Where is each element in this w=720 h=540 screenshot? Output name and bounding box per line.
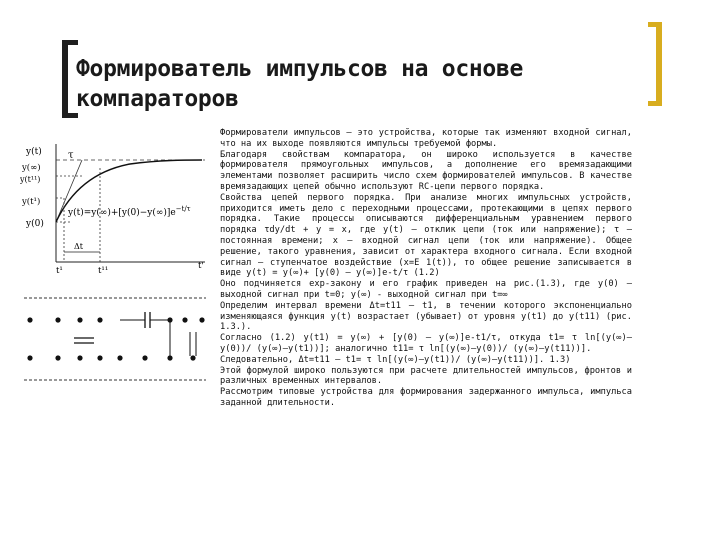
- label-y-0: y(0): [26, 219, 44, 229]
- terminal-dot: [142, 355, 147, 360]
- paragraph: Определим интервал времени Δt=t11 – t1, в течении которого экспоненциально изменяющаяся функция y(t) возрастает (убывает) от уровня y(t1) до y(t11) (рис. 1.3.).: [220, 300, 632, 333]
- circuit-schematic: [20, 296, 210, 386]
- exponential-response-figure: [20, 140, 212, 275]
- terminal-dot: [117, 355, 122, 360]
- label-t1: t¹: [56, 266, 63, 275]
- terminal-dot: [77, 355, 82, 360]
- paragraph: Согласно (1.2) y(t1) = y(∞) + [y(0) – y(∞)]e-t1/τ, откуда t1= τ ln[(y(∞)–y(0))/ (y(∞)–y(t1))]; аналогично t11= τ ln[(y(∞)–y(0))/ (y(∞)–y(t11))].: [220, 333, 632, 354]
- terminal-dot: [190, 355, 195, 360]
- paragraph: Оно подчиняется exp-закону и его график приведен на рис.(1.3), где y(0) – выходной сигнал при t=0; y(∞) - выходной сигнал при t=∞: [220, 279, 632, 300]
- terminal-dot: [97, 355, 102, 360]
- terminal-dot: [27, 355, 32, 360]
- terminal-dot: [182, 317, 187, 322]
- right-bracket-decoration: [648, 22, 662, 106]
- terminal-dot: [199, 317, 204, 322]
- terminal-dot: [77, 317, 82, 322]
- label-delta-t: Δt: [74, 242, 83, 251]
- paragraph: Формирователи импульсов – это устройства, которые так изменяют входной сигнал, что на их выходе появляются импульсы требуемой формы.: [220, 128, 632, 149]
- slide-title: Формирователь импульсов на основе компараторов: [76, 56, 524, 112]
- paragraph: Свойства цепей первого порядка. При анализе многих импульсных устройств, приходится иметь дело с переходными процессами, протекающими в цепях первого порядка. Такие процессы описываются дифференциальным уравнением первого порядка τdy/dt + y = x, где y(t) – отклик цепи (ток или напряжение); τ – постоянная времени; x – входной сигнал цепи (ток или напряжение). Общее решение, такого уравнения, зависит от характера входного сигнала. Если входной сигнал – ступенчатое воздействие (x=E 1(t)), то общее решение записывается в виде y(t) = y(∞)+ [y(0) – y(∞)]e-t/τ (1.2): [220, 192, 632, 279]
- terminal-dot: [55, 317, 60, 322]
- label-t-right: t': [198, 261, 204, 271]
- paragraph: Следовательно, Δt=t11 – t1= τ ln[(y(∞)–y(t1))/ (y(∞)–y(t11))]. 1.3): [220, 354, 571, 365]
- label-y-t1: y(t¹): [22, 197, 41, 207]
- label-formula: $y(t)=y(\infty)+[y(0)-y(\infty)]e^{-t/\tau}$: [68, 205, 191, 218]
- body-text: [220, 128, 632, 409]
- paragraph: Этой формулой широко пользуются при расчете длительностей импульсов, фронтов и различных временных интервалов.: [220, 365, 632, 387]
- label-tau: τ: [68, 150, 74, 161]
- label-t11: t¹¹: [98, 266, 109, 275]
- terminal-dot: [55, 355, 60, 360]
- terminal-dot: [167, 355, 172, 360]
- paragraph: Благодаря свойствам компаратора, он широко используется в качестве формирователя прямоугольных импульсов, а дополнение его времязадающими элементами позволяет расширить число схем формирователей импульсов. В качестве времязадающих цепей обычно используют RC-цепи первого порядка.: [220, 149, 632, 192]
- paragraph: Рассмотрим типовые устройства для формирования задержанного импульса, импульса заданной длительности.: [220, 387, 632, 408]
- terminal-dot: [27, 317, 32, 322]
- label-y-t11: y(t¹¹): [20, 175, 41, 184]
- terminal-dot: [97, 317, 102, 322]
- label-y-t: y(t): [26, 147, 42, 157]
- label-y-inf: y(∞): [22, 163, 41, 173]
